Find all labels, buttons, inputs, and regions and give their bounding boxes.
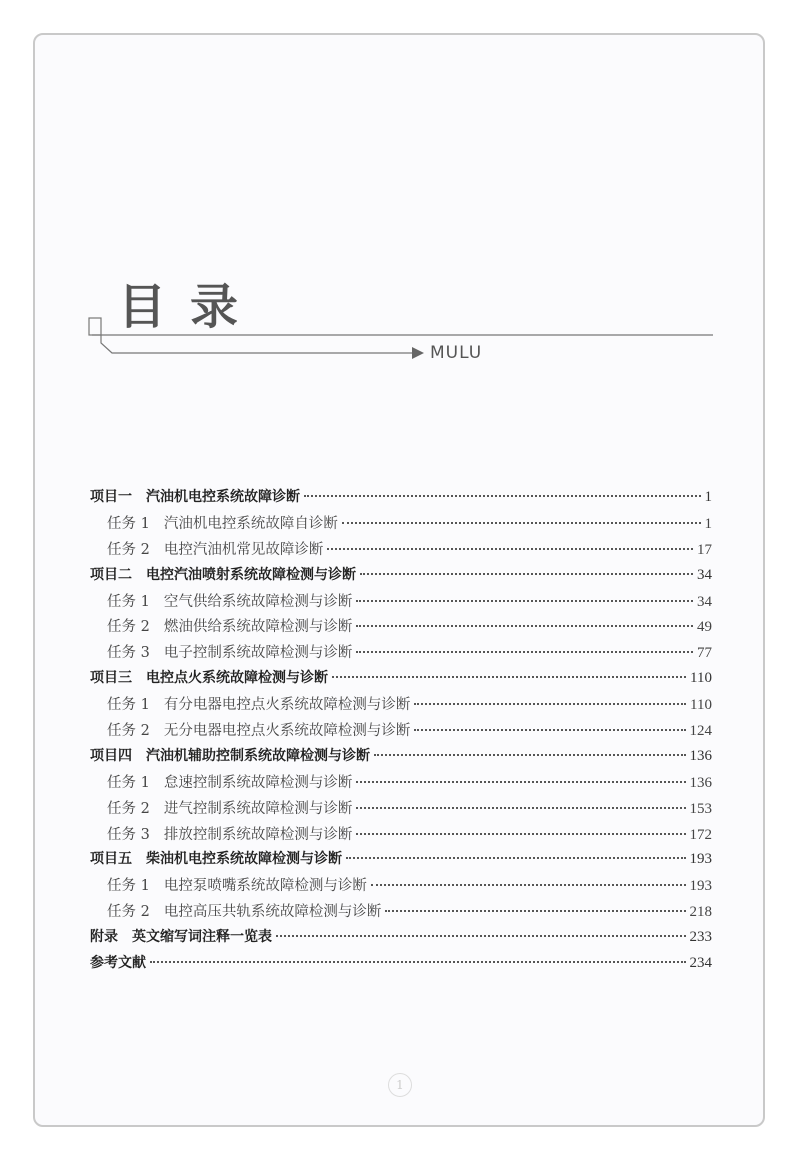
toc-entry[interactable] (90, 745, 712, 771)
leader-dots (360, 573, 693, 575)
toc-entry-page: 193 (689, 878, 712, 895)
toc-entry-page: 1 (704, 515, 712, 532)
toc-entry-prefix: 任务 2 (107, 619, 150, 636)
toc-entry[interactable] (90, 564, 712, 590)
page-number: 1 (388, 1073, 412, 1097)
toc-entry-label: 无分电器电控点火系统故障检测与诊断 (163, 723, 411, 740)
toc-entry[interactable] (90, 512, 712, 538)
toc-entry-label: 空气供给系统故障检测与诊断 (163, 593, 353, 610)
toc-entry-prefix: 任务 1 (107, 593, 150, 610)
toc-entry-prefix: 项目四 (90, 747, 132, 764)
toc-entry-prefix: 任务 1 (107, 774, 150, 791)
toc-entry[interactable] (90, 590, 712, 616)
table-of-contents (90, 486, 712, 978)
toc-entry-prefix: 任务 2 (107, 904, 150, 921)
leader-dots (356, 600, 693, 602)
toc-entry-label: 电控高压共轨系统故障检测与诊断 (163, 904, 382, 921)
toc-entry-prefix: 项目五 (90, 851, 132, 868)
toc-entry-label: 参考文献 (90, 955, 146, 972)
toc-entry-page: 218 (689, 904, 712, 921)
toc-entry-prefix: 任务 1 (107, 697, 150, 714)
leader-dots (356, 833, 685, 835)
toc-entry-label: 有分电器电控点火系统故障检测与诊断 (163, 697, 411, 714)
toc-entry[interactable] (90, 615, 712, 641)
toc-entry-page: 17 (697, 541, 712, 558)
toc-entry-prefix: 项目三 (90, 670, 132, 687)
toc-entry[interactable] (90, 797, 712, 823)
leader-dots (414, 729, 685, 731)
toc-entry[interactable] (90, 900, 712, 926)
toc-entry-page: 234 (689, 955, 712, 972)
leader-dots (342, 522, 701, 524)
leader-dots (327, 548, 693, 550)
arrow-icon (412, 347, 424, 359)
toc-entry-prefix: 项目二 (90, 566, 132, 583)
toc-entry-page: 193 (689, 851, 712, 868)
toc-entry[interactable] (90, 538, 712, 564)
toc-entry-label: 进气控制系统故障检测与诊断 (163, 800, 353, 817)
toc-entry-page: 110 (690, 670, 712, 687)
leader-dots (385, 910, 685, 912)
toc-entry-page: 34 (697, 566, 712, 583)
leader-dots (356, 807, 685, 809)
leader-dots (276, 935, 686, 937)
toc-entry-page: 49 (697, 619, 712, 636)
toc-entry-page: 124 (689, 723, 712, 740)
toc-entry[interactable] (90, 486, 712, 512)
toc-entry-page: 172 (689, 826, 712, 843)
leader-dots (346, 857, 686, 859)
toc-entry[interactable] (90, 952, 712, 978)
leader-dots (371, 884, 686, 886)
toc-entry-label: 汽油机电控系统故障诊断 (146, 489, 300, 505)
toc-entry-prefix: 任务 1 (107, 515, 150, 532)
toc-entry[interactable] (90, 874, 712, 900)
leader-dots (356, 651, 693, 653)
toc-entry-label: 汽油机电控系统故障自诊断 (163, 515, 338, 532)
toc-entry-prefix: 附录 (90, 929, 118, 946)
toc-entry-label: 电控汽油喷射系统故障检测与诊断 (146, 566, 356, 583)
leader-dots (374, 754, 686, 756)
toc-entry-prefix: 任务 2 (107, 541, 150, 558)
toc-entry-prefix: 项目一 (90, 489, 132, 505)
toc-entry-label: 电子控制系统故障检测与诊断 (163, 645, 353, 662)
toc-entry-page: 77 (697, 645, 712, 662)
toc-entry-label: 英文缩写词注释一览表 (132, 929, 272, 946)
page-subtitle: MULU (430, 343, 483, 363)
toc-entry-label: 排放控制系统故障检测与诊断 (163, 826, 353, 843)
toc-entry-prefix: 任务 2 (107, 800, 150, 817)
leader-dots (414, 703, 686, 705)
toc-entry-label: 燃油供给系统故障检测与诊断 (163, 619, 353, 636)
toc-entry-label: 电控汽油机常见故障诊断 (163, 541, 324, 558)
toc-entry-label: 电控点火系统故障检测与诊断 (146, 670, 328, 687)
toc-entry[interactable] (90, 719, 712, 745)
toc-entry[interactable] (90, 848, 712, 874)
toc-entry-prefix: 任务 3 (107, 645, 150, 662)
toc-entry[interactable] (90, 926, 712, 952)
toc-entry-page: 110 (690, 697, 712, 714)
toc-entry-page: 1 (704, 489, 712, 505)
toc-entry-page: 34 (697, 593, 712, 610)
toc-entry[interactable] (90, 823, 712, 849)
leader-dots (304, 495, 701, 497)
toc-entry[interactable] (90, 693, 712, 719)
toc-entry-label: 怠速控制系统故障检测与诊断 (163, 774, 353, 791)
toc-entry-prefix: 任务 1 (107, 878, 150, 895)
toc-entry-page: 136 (689, 774, 712, 791)
leader-dots (356, 625, 693, 627)
toc-entry-page: 136 (689, 747, 712, 764)
leader-dots (150, 961, 686, 963)
title-decoration (0, 0, 800, 400)
toc-entry-label: 柴油机电控系统故障检测与诊断 (146, 851, 342, 868)
toc-entry[interactable] (90, 667, 712, 693)
toc-entry-page: 153 (689, 800, 712, 817)
leader-dots (332, 676, 686, 678)
toc-entry-label: 汽油机辅助控制系统故障检测与诊断 (146, 747, 370, 764)
page-title: 目录 (118, 279, 263, 335)
toc-entry-label: 电控泵喷嘴系统故障检测与诊断 (163, 878, 367, 895)
toc-entry[interactable] (90, 641, 712, 667)
toc-entry-page: 233 (689, 929, 712, 946)
toc-entry-prefix: 任务 2 (107, 723, 150, 740)
leader-dots (356, 781, 685, 783)
toc-entry-prefix: 任务 3 (107, 826, 150, 843)
toc-entry[interactable] (90, 771, 712, 797)
